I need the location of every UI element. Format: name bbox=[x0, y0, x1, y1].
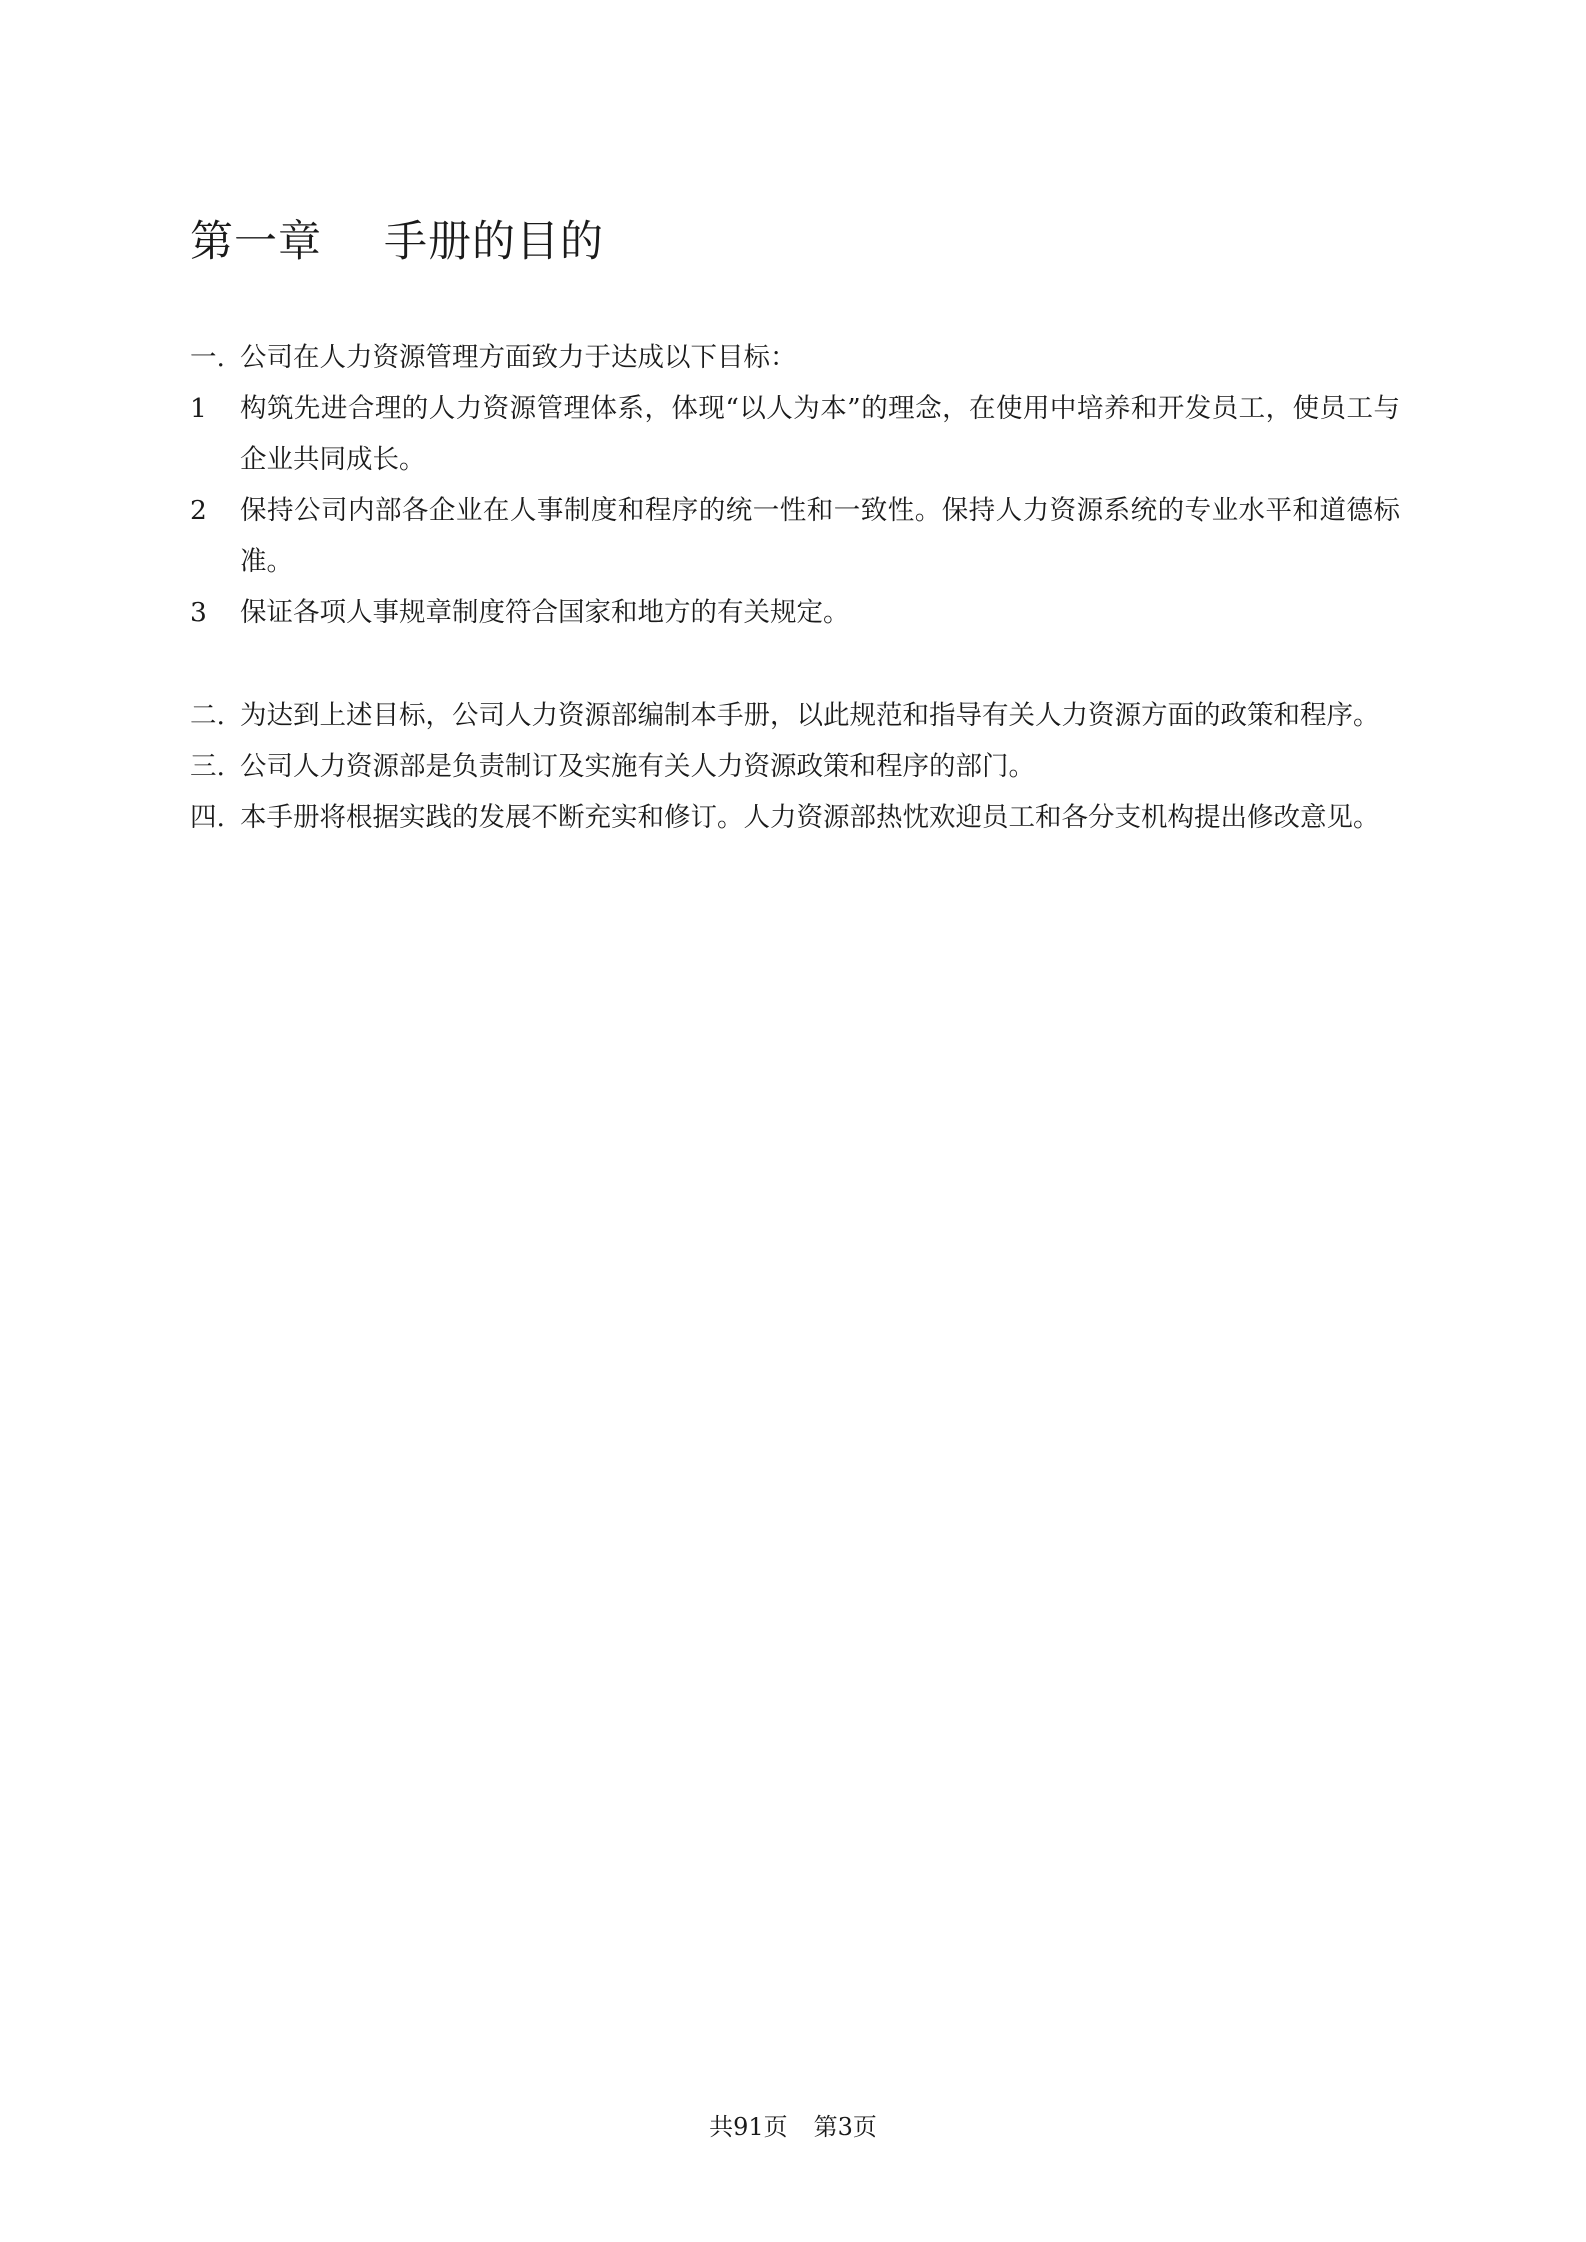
list-item bbox=[190, 485, 1400, 587]
list-item-number: 2 bbox=[190, 495, 207, 526]
list-item-number: 1 bbox=[190, 393, 207, 424]
section-text: 公司人力资源部是负责制订及实施有关人力资源政策和程序的部门。 bbox=[240, 751, 1035, 782]
chapter-title: 手册的目的 bbox=[384, 217, 604, 267]
list-item-text: 保证各项人事规章制度符合国家和地方的有关规定。 bbox=[240, 597, 850, 628]
current-page: 第3页 bbox=[813, 2113, 877, 2141]
list-item bbox=[190, 383, 1400, 485]
total-pages: 共91页 bbox=[709, 2113, 788, 2141]
list-item-text: 保持公司内部各企业在人事制度和程序的统一性和一致性。保持人力资源系统的专业水平和道德标准。 bbox=[240, 495, 1400, 577]
section-4 bbox=[190, 792, 1400, 843]
sections-2-4 bbox=[190, 690, 1400, 843]
section-3 bbox=[190, 741, 1400, 792]
list-item-number: 3 bbox=[190, 597, 207, 628]
section-marker: 四. bbox=[190, 802, 225, 833]
list-item bbox=[190, 587, 1400, 638]
section-1 bbox=[190, 332, 1400, 638]
section-marker: 二. bbox=[190, 700, 225, 731]
section-marker: 一. bbox=[190, 342, 225, 373]
chapter-heading bbox=[190, 212, 604, 272]
section-marker: 三. bbox=[190, 751, 225, 782]
section-2 bbox=[190, 690, 1400, 741]
list-item-text: 构筑先进合理的人力资源管理体系，体现“以人为本”的理念，在使用中培养和开发员工，使员工与企业共同成长。 bbox=[240, 393, 1400, 475]
section-text: 本手册将根据实践的发展不断充实和修订。人力资源部热忱欢迎员工和各分支机构提出修改意见。 bbox=[240, 802, 1380, 833]
chapter-number: 第一章 bbox=[190, 217, 322, 267]
page-footer bbox=[0, 2107, 1586, 2142]
section-text: 公司在人力资源管理方面致力于达成以下目标： bbox=[240, 342, 797, 373]
section-text: 为达到上述目标，公司人力资源部编制本手册，以此规范和指导有关人力资源方面的政策和程序。 bbox=[240, 700, 1380, 731]
section-1-intro bbox=[190, 332, 1400, 383]
